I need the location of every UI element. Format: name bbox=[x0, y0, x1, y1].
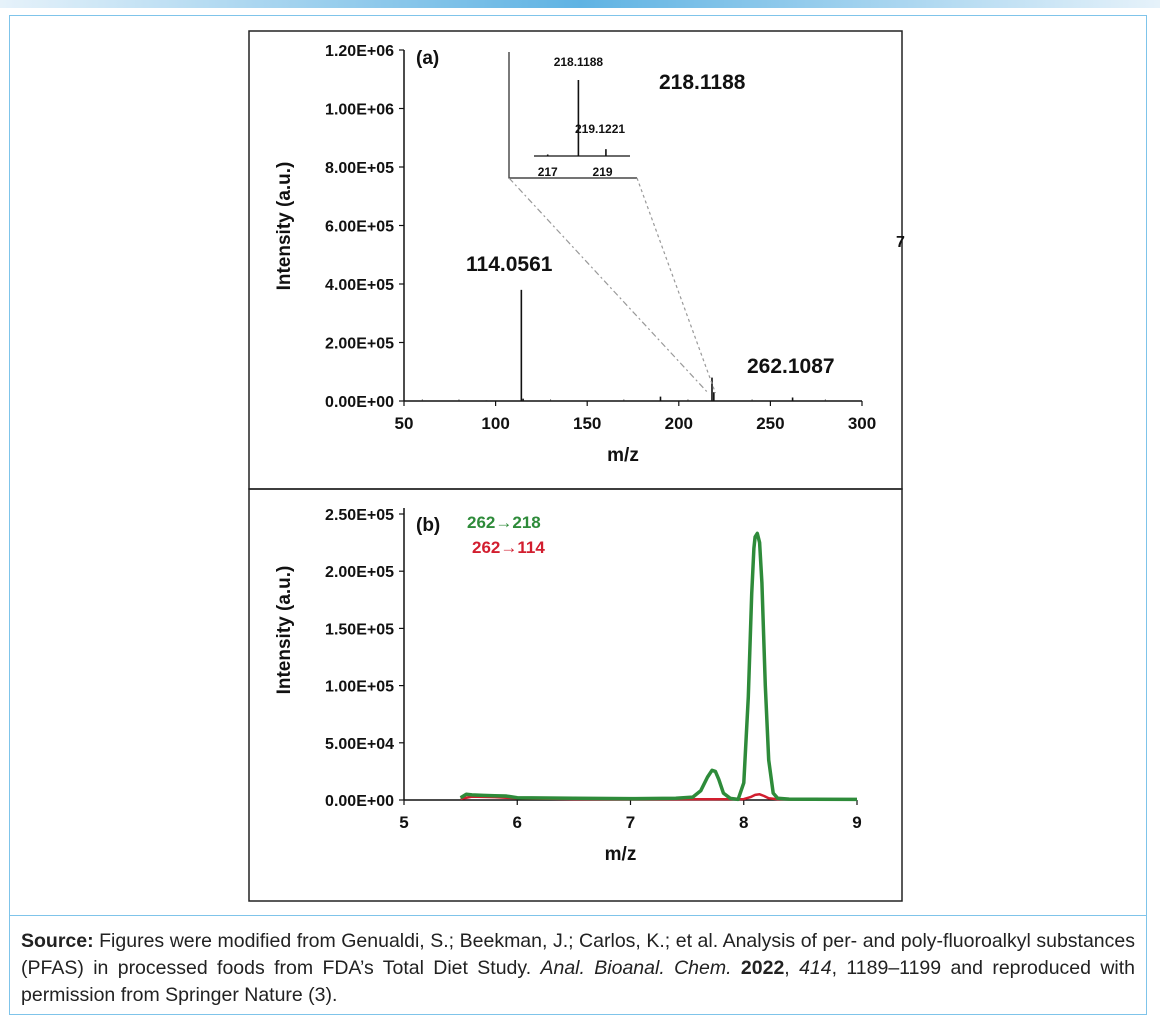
caption-year: 2022 bbox=[740, 957, 785, 979]
panel-b-y-tick-label: 1.50E+05 bbox=[325, 621, 394, 639]
inset-guide-right bbox=[637, 178, 715, 393]
panel-b-x-tick-label: 9 bbox=[852, 813, 862, 832]
peak-annotation-218: 218.1188 bbox=[659, 71, 746, 94]
inset-frame bbox=[509, 52, 637, 178]
caption-volume: 414 bbox=[799, 957, 832, 979]
inset-guide-left bbox=[509, 178, 708, 393]
caption-space bbox=[732, 957, 741, 979]
inset-label-219: 219.1221 bbox=[575, 122, 626, 136]
panel-a-label: (a) bbox=[416, 48, 440, 69]
panel-b-x-tick-label: 5 bbox=[399, 813, 409, 832]
figure-caption bbox=[9, 915, 1147, 1015]
panel-a-y-tick-label: 8.00E+05 bbox=[325, 160, 394, 177]
panel-a-x-tick-label: 50 bbox=[394, 414, 414, 433]
caption-text-2: , 1189–1199 and reproduced with permission from Springer Nature (3). bbox=[21, 957, 1136, 1006]
panel-b-y-tick-label: 2.50E+05 bbox=[325, 507, 394, 524]
panel-a-x-tick-label: 300 bbox=[847, 414, 877, 433]
stray-text: 7 bbox=[896, 234, 905, 251]
legend-entry-262-218: 262→218 bbox=[467, 513, 541, 532]
panel-a-y-tick-label: 1.00E+06 bbox=[325, 101, 394, 119]
peak-annotation-262: 262.1087 bbox=[747, 355, 835, 378]
panel-a-x-tick-label: 250 bbox=[756, 414, 785, 433]
panel-b-x-tick-label: 7 bbox=[625, 813, 636, 832]
peak-annotation-114: 114.0561 bbox=[466, 253, 553, 276]
inset-x-tick-label: 217 bbox=[537, 165, 558, 179]
panel-a-y-tick-label: 4.00E+05 bbox=[325, 277, 394, 294]
panel-b-y-tick-label: 2.00E+05 bbox=[325, 564, 394, 582]
caption-journal: Anal. Bioanal. Chem. bbox=[540, 957, 732, 979]
panel-b-x-tick-label: 6 bbox=[512, 813, 522, 832]
panel-a-y-axis-label: Intensity (a.u.) bbox=[274, 161, 295, 291]
caption-source-label: Source: bbox=[21, 930, 94, 952]
panel-a-y-tick-label: 0.00E+00 bbox=[325, 394, 394, 411]
panel-b-y-tick-label: 5.00E+04 bbox=[325, 735, 394, 753]
panel-b-y-tick-label: 0.00E+00 bbox=[325, 793, 394, 810]
legend-entry-262-114: 262→114 bbox=[472, 538, 545, 557]
panel-b-x-axis-label: m/z bbox=[604, 844, 637, 865]
caption-text-1: Figures were modified from Genualdi, S.; Beekman, J.; Carlos, K.; et al. Analysis of per- and poly-fluoroalkyl substances (PFAS) in processed foods from FDA’s Total Diet Study. bbox=[21, 930, 1135, 979]
panel-b-label: (b) bbox=[416, 515, 441, 536]
inset-x-tick-label: 219 bbox=[592, 165, 613, 179]
panel-b-y-tick-label: 1.00E+05 bbox=[325, 678, 394, 696]
panel-a-x-tick-label: 100 bbox=[481, 414, 510, 433]
panel-b bbox=[274, 507, 862, 865]
panel-a-x-tick-label: 200 bbox=[664, 414, 693, 433]
panel-a-x-tick-label: 150 bbox=[573, 414, 602, 433]
inset-label-218: 218.1188 bbox=[553, 55, 604, 69]
caption-comma: , bbox=[784, 957, 800, 979]
panel-a-x-axis-label: m/z bbox=[607, 445, 639, 466]
panel-a bbox=[274, 43, 905, 466]
panel-a-y-tick-label: 2.00E+05 bbox=[325, 335, 394, 353]
panel-a-y-tick-label: 1.20E+06 bbox=[325, 43, 394, 60]
panel-b-y-axis-label: Intensity (a.u.) bbox=[274, 565, 295, 695]
panel-a-y-tick-label: 6.00E+05 bbox=[325, 218, 394, 236]
panel-b-x-tick-label: 8 bbox=[739, 813, 749, 832]
series-line-green bbox=[461, 533, 857, 799]
